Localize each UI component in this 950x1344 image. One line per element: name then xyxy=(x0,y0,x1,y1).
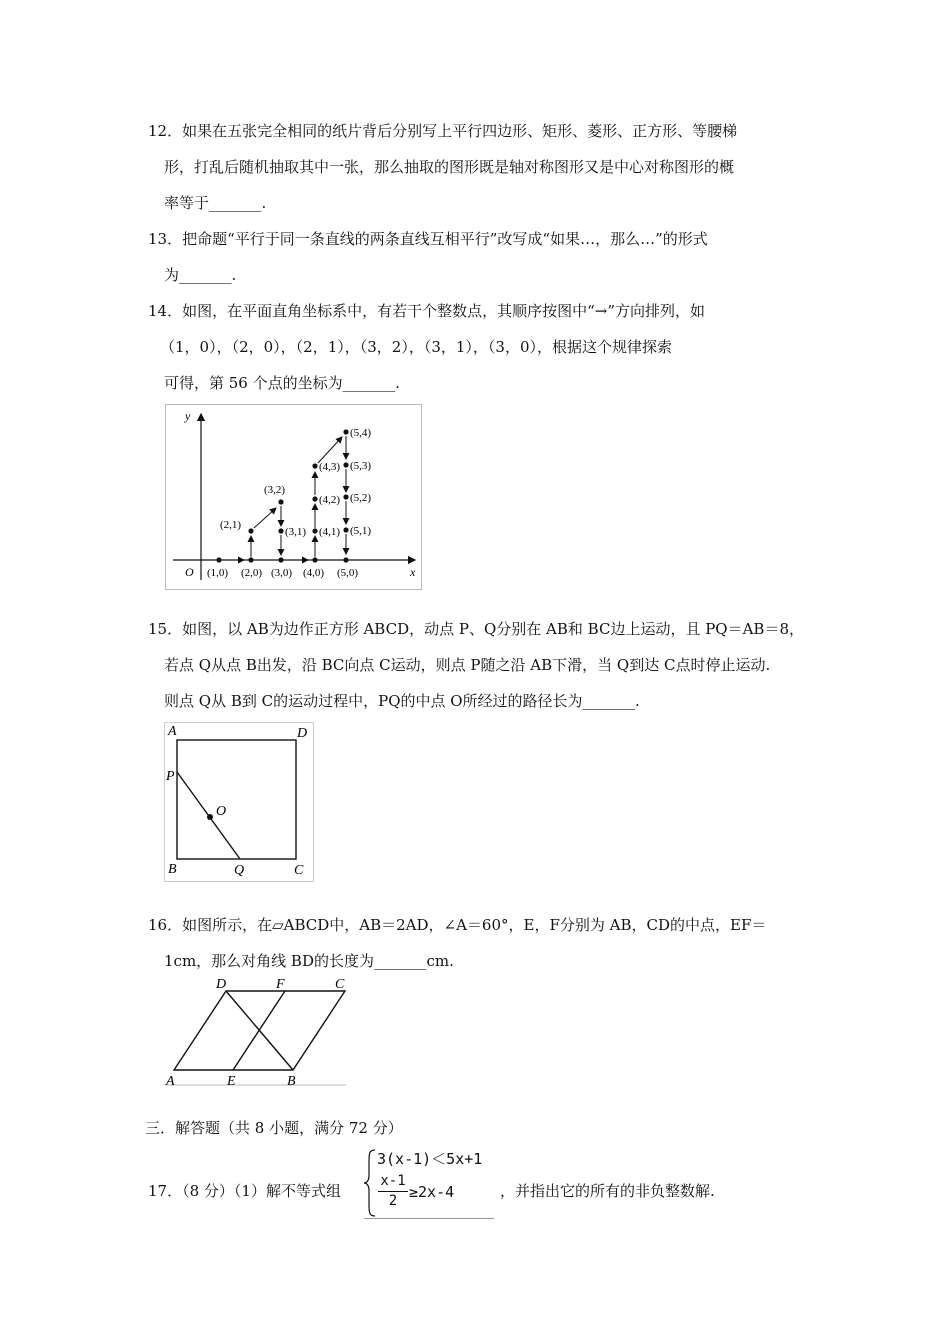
section-3-heading: 三．解答题（共 8 小题，满分 72 分） xyxy=(145,1119,403,1137)
point-4-2 xyxy=(312,496,317,501)
q17-prefix: 17．（8 分）（1）解不等式组 xyxy=(148,1182,341,1200)
point-5-4 xyxy=(343,429,348,434)
point-5-3 xyxy=(343,462,348,467)
q12-line1: 12．如果在五张完全相同的纸片背后分别写上平行四边形、矩形、菱形、正方形、等腰梯 xyxy=(148,122,738,140)
q14-line2: （1，0），（2，0），（2，1），（3，2），（3，1），（3，0），根据这个规律探索 xyxy=(160,338,673,356)
point-4-1 xyxy=(312,528,317,533)
q17-inequality-system xyxy=(364,1148,496,1220)
point-o xyxy=(207,814,213,820)
label-3-1: (3,1) xyxy=(285,526,307,538)
label-4-2: (4,2) xyxy=(319,494,341,506)
label-3-2: (3,2) xyxy=(264,484,286,496)
q14-line1: 14．如图，在平面直角坐标系中，有若干个整数点，其顺序按图中“→”方向排列，如 xyxy=(148,302,705,320)
inequality-2-rest: ≥2x-4 xyxy=(409,1183,455,1201)
q15-line1: 15．如图，以 AB为边作正方形 ABCD，动点 P、Q分别在 AB和 BC边上运动，且 PQ＝AB＝8， xyxy=(148,620,805,638)
label-5-3: (5,3) xyxy=(350,460,372,472)
label-p: P xyxy=(166,769,175,784)
label-f: F xyxy=(276,977,285,992)
label-3-0: (3,0) xyxy=(271,567,293,579)
fraction-bar xyxy=(378,1191,408,1192)
inequality-1: 3(x-1)＜5x+1 xyxy=(377,1150,483,1168)
point-5-0 xyxy=(343,557,348,562)
label-5-0: (5,0) xyxy=(337,567,359,579)
point-4-0 xyxy=(312,557,317,562)
label-c: C xyxy=(294,863,304,878)
inequality-2-numerator: x-1 xyxy=(380,1173,406,1189)
q12-line2: 形，打乱后随机抽取其中一张，那么抽取的图形既是轴对称图形又是中心对称图形的概 xyxy=(164,158,735,176)
label-a: A xyxy=(166,1074,175,1087)
square-abcd xyxy=(177,740,296,859)
arrow-10-11 xyxy=(318,437,342,463)
y-axis-label: y xyxy=(185,409,191,423)
q17-suffix: ，并指出它的所有的非负整数解. xyxy=(500,1182,715,1200)
q14-line3: 可得，第 56 个点的坐标为_______. xyxy=(164,374,400,392)
label-4-1: (4,1) xyxy=(319,526,341,538)
label-2-1: (2,1) xyxy=(220,519,242,531)
label-1-0: (1,0) xyxy=(207,567,229,579)
point-2-0 xyxy=(248,557,253,562)
segment-ef xyxy=(233,991,285,1070)
q16-parallelogram-figure xyxy=(164,975,348,1087)
point-5-1 xyxy=(343,527,348,532)
q14-figure-frame xyxy=(166,405,422,590)
label-b: B xyxy=(168,862,177,877)
point-1-0 xyxy=(216,557,221,562)
q13-line1: 13．把命题“平行于同一条直线的两条直线互相平行”改写成“如果…，那么…”的形式 xyxy=(148,230,708,248)
q15-line3: 则点 Q从 B到 C的运动过程中，PQ的中点 O所经过的路径长为_______. xyxy=(164,692,640,710)
point-5-2 xyxy=(343,494,348,499)
q13-line2: 为_______. xyxy=(164,266,237,284)
label-o: O xyxy=(216,804,227,819)
label-4-3: (4,3) xyxy=(319,461,341,473)
left-brace xyxy=(364,1148,376,1218)
q16-line2: 1cm，那么对角线 BD的长度为_______cm. xyxy=(164,952,454,970)
arrow-3-4 xyxy=(254,508,276,528)
label-5-2: (5,2) xyxy=(350,492,372,504)
label-4-0: (4,0) xyxy=(303,567,325,579)
label-e: E xyxy=(227,1074,236,1087)
point-2-1 xyxy=(248,528,253,533)
label-d: D xyxy=(216,977,227,992)
label-a: A xyxy=(168,724,177,739)
system-underline xyxy=(364,1218,494,1219)
origin-label: O xyxy=(185,565,194,579)
label-b: B xyxy=(287,1074,296,1087)
label-d: D xyxy=(297,726,308,741)
q14-lattice-figure xyxy=(165,404,422,590)
label-q: Q xyxy=(234,863,245,878)
point-3-0 xyxy=(278,557,283,562)
label-5-4: (5,4) xyxy=(350,427,372,439)
q16-line1: 16．如图所示，在▱ABCD中，AB＝2AD，∠A＝60°，E，F分别为 AB，CD的中点，EF＝ xyxy=(148,916,767,934)
label-5-1: (5,1) xyxy=(350,525,372,537)
point-3-1 xyxy=(278,528,283,533)
x-axis-label: x xyxy=(410,565,416,579)
inequality-2-denominator: 2 xyxy=(388,1193,398,1209)
point-4-3 xyxy=(312,463,317,468)
label-2-0: (2,0) xyxy=(241,567,263,579)
q15-square-figure xyxy=(164,722,314,882)
q12-line3: 率等于_______. xyxy=(164,194,267,212)
point-3-2 xyxy=(278,499,283,504)
q15-line2: 若点 Q从点 B出发，沿 BC向点 C运动，则点 P随之沿 AB下滑，当 Q到达 C点时停止运动. xyxy=(164,656,771,674)
label-c: C xyxy=(335,977,345,992)
